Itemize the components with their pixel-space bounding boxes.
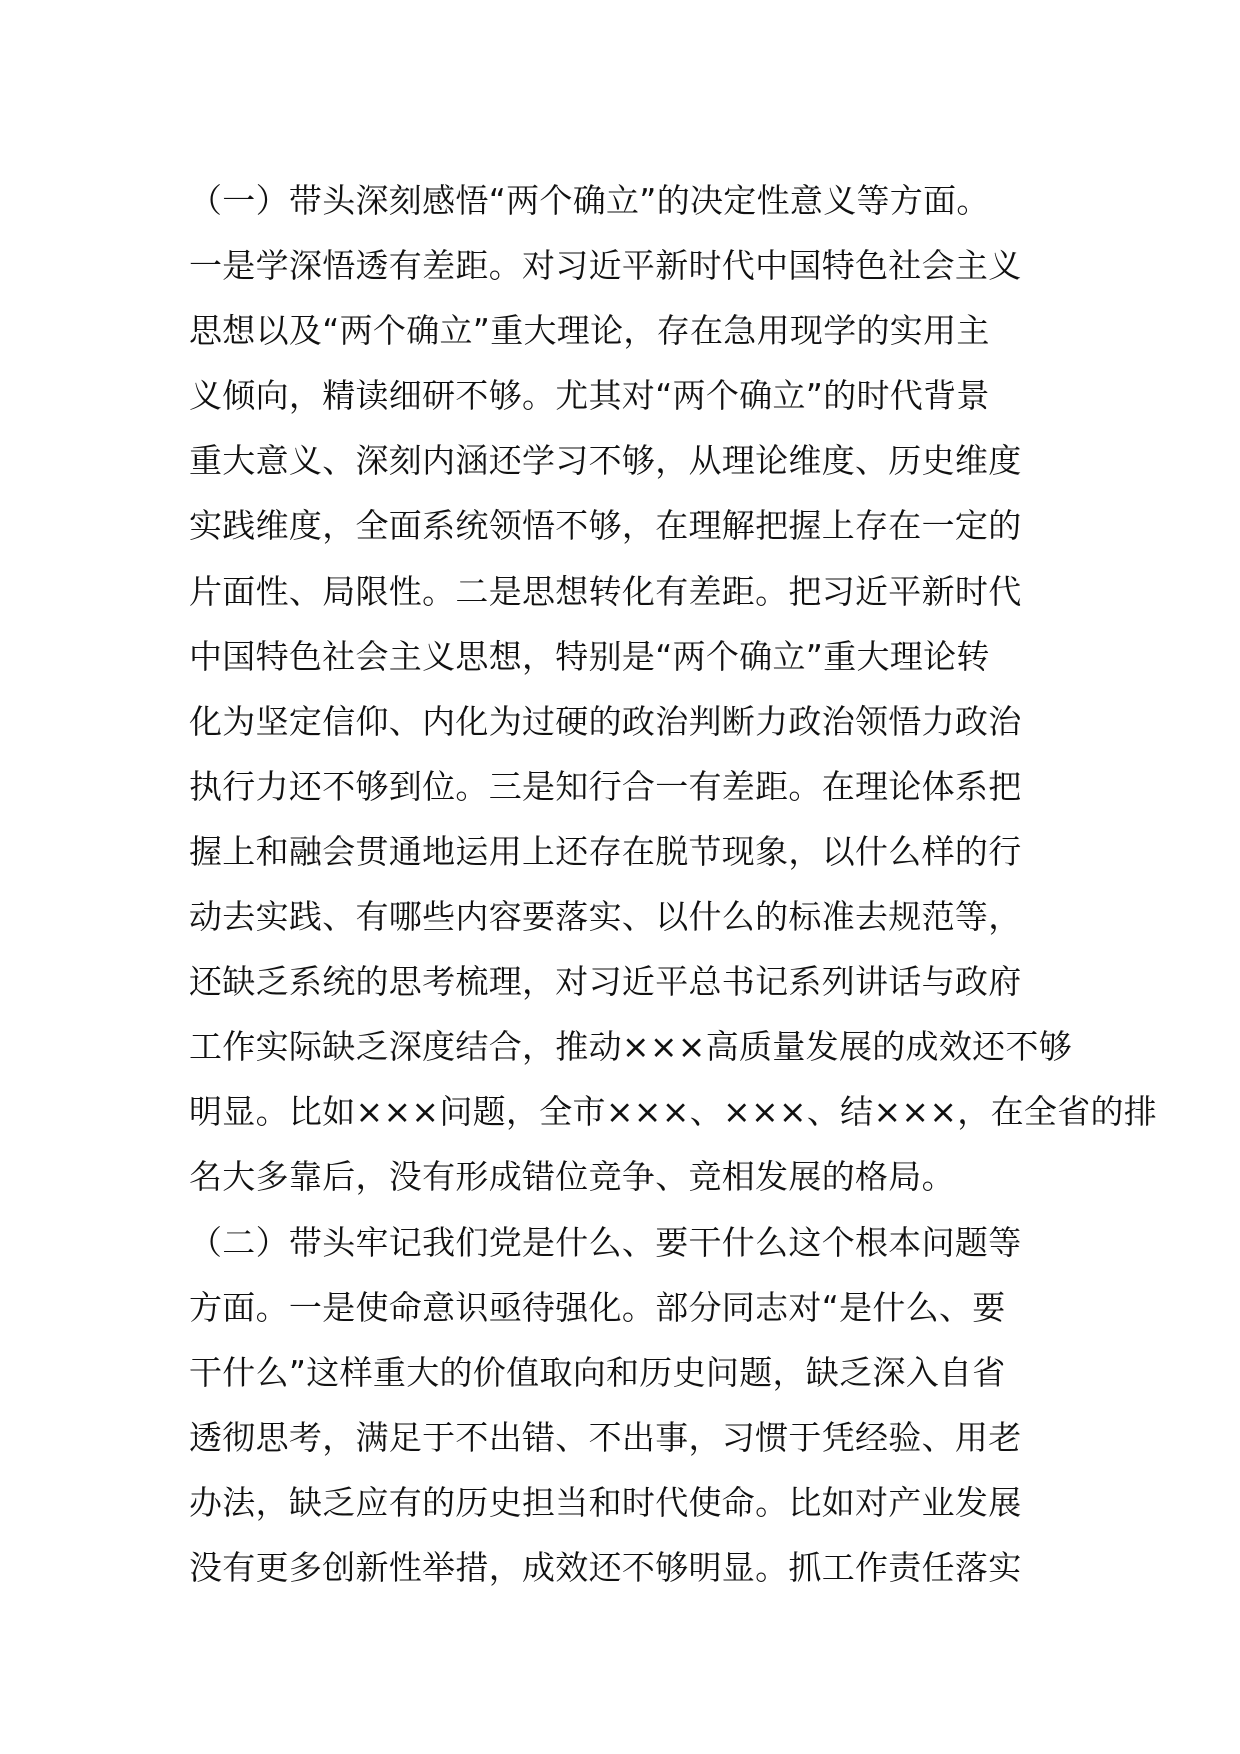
text-line: 化为坚定信仰、内化为过硬的政治判断力政治领悟力政治 [189, 701, 1022, 741]
text-line: 工作实际缺乏深度结合，推动×××高质量发展的成效还不够 [189, 1027, 1073, 1067]
text-line: 透彻思考，满足于不出错、不出事，习惯于凭经验、用老 [189, 1417, 1022, 1457]
text-line: 方面。一是使命意识亟待强化。部分同志对“是什么、要 [189, 1287, 1006, 1327]
text-line: 实践维度，全面系统领悟不够，在理解把握上存在一定的 [189, 506, 1022, 546]
text-line: 重大意义、深刻内涵还学习不够，从理论维度、历史维度 [189, 441, 1022, 481]
text-line: 执行力还不够到位。三是知行合一有差距。在理论体系把 [189, 766, 1022, 806]
text-line: 片面性、局限性。二是思想转化有差距。把习近平新时代 [189, 571, 1022, 611]
text-line: 中国特色社会主义思想，特别是“两个确立”重大理论转 [189, 636, 990, 676]
text-line: 办法，缺乏应有的历史担当和时代使命。比如对产业发展 [189, 1482, 1022, 1522]
text-line: 义倾向，精读细研不够。尤其对“两个确立”的时代背景 [189, 376, 990, 416]
text-line: 思想以及“两个确立”重大理论，存在急用现学的实用主 [189, 311, 990, 351]
text-line: 握上和融会贯通地运用上还存在脱节现象，以什么样的行 [189, 831, 1022, 871]
text-line: 动去实践、有哪些内容要落实、以什么的标准去规范等， [189, 897, 1022, 937]
document-body-text [189, 168, 1158, 1600]
text-line: （二）带头牢记我们党是什么、要干什么这个根本问题等 [189, 1222, 1022, 1262]
text-line: 还缺乏系统的思考梳理，对习近平总书记系列讲话与政府 [189, 962, 1022, 1002]
text-line: 干什么”这样重大的价值取向和历史问题，缺乏深入自省 [189, 1352, 1006, 1392]
text-line: 明显。比如×××问题，全市×××、×××、结×××，在全省的排 [189, 1092, 1158, 1132]
text-line: 一是学深悟透有差距。对习近平新时代中国特色社会主义 [189, 246, 1022, 286]
text-line: 名大多靠后，没有形成错位竞争、竞相发展的格局。 [189, 1157, 955, 1197]
text-line: 没有更多创新性举措，成效还不够明显。抓工作责任落实 [189, 1547, 1022, 1587]
text-line: （一）带头深刻感悟“两个确立”的决定性意义等方面。 [189, 181, 990, 220]
